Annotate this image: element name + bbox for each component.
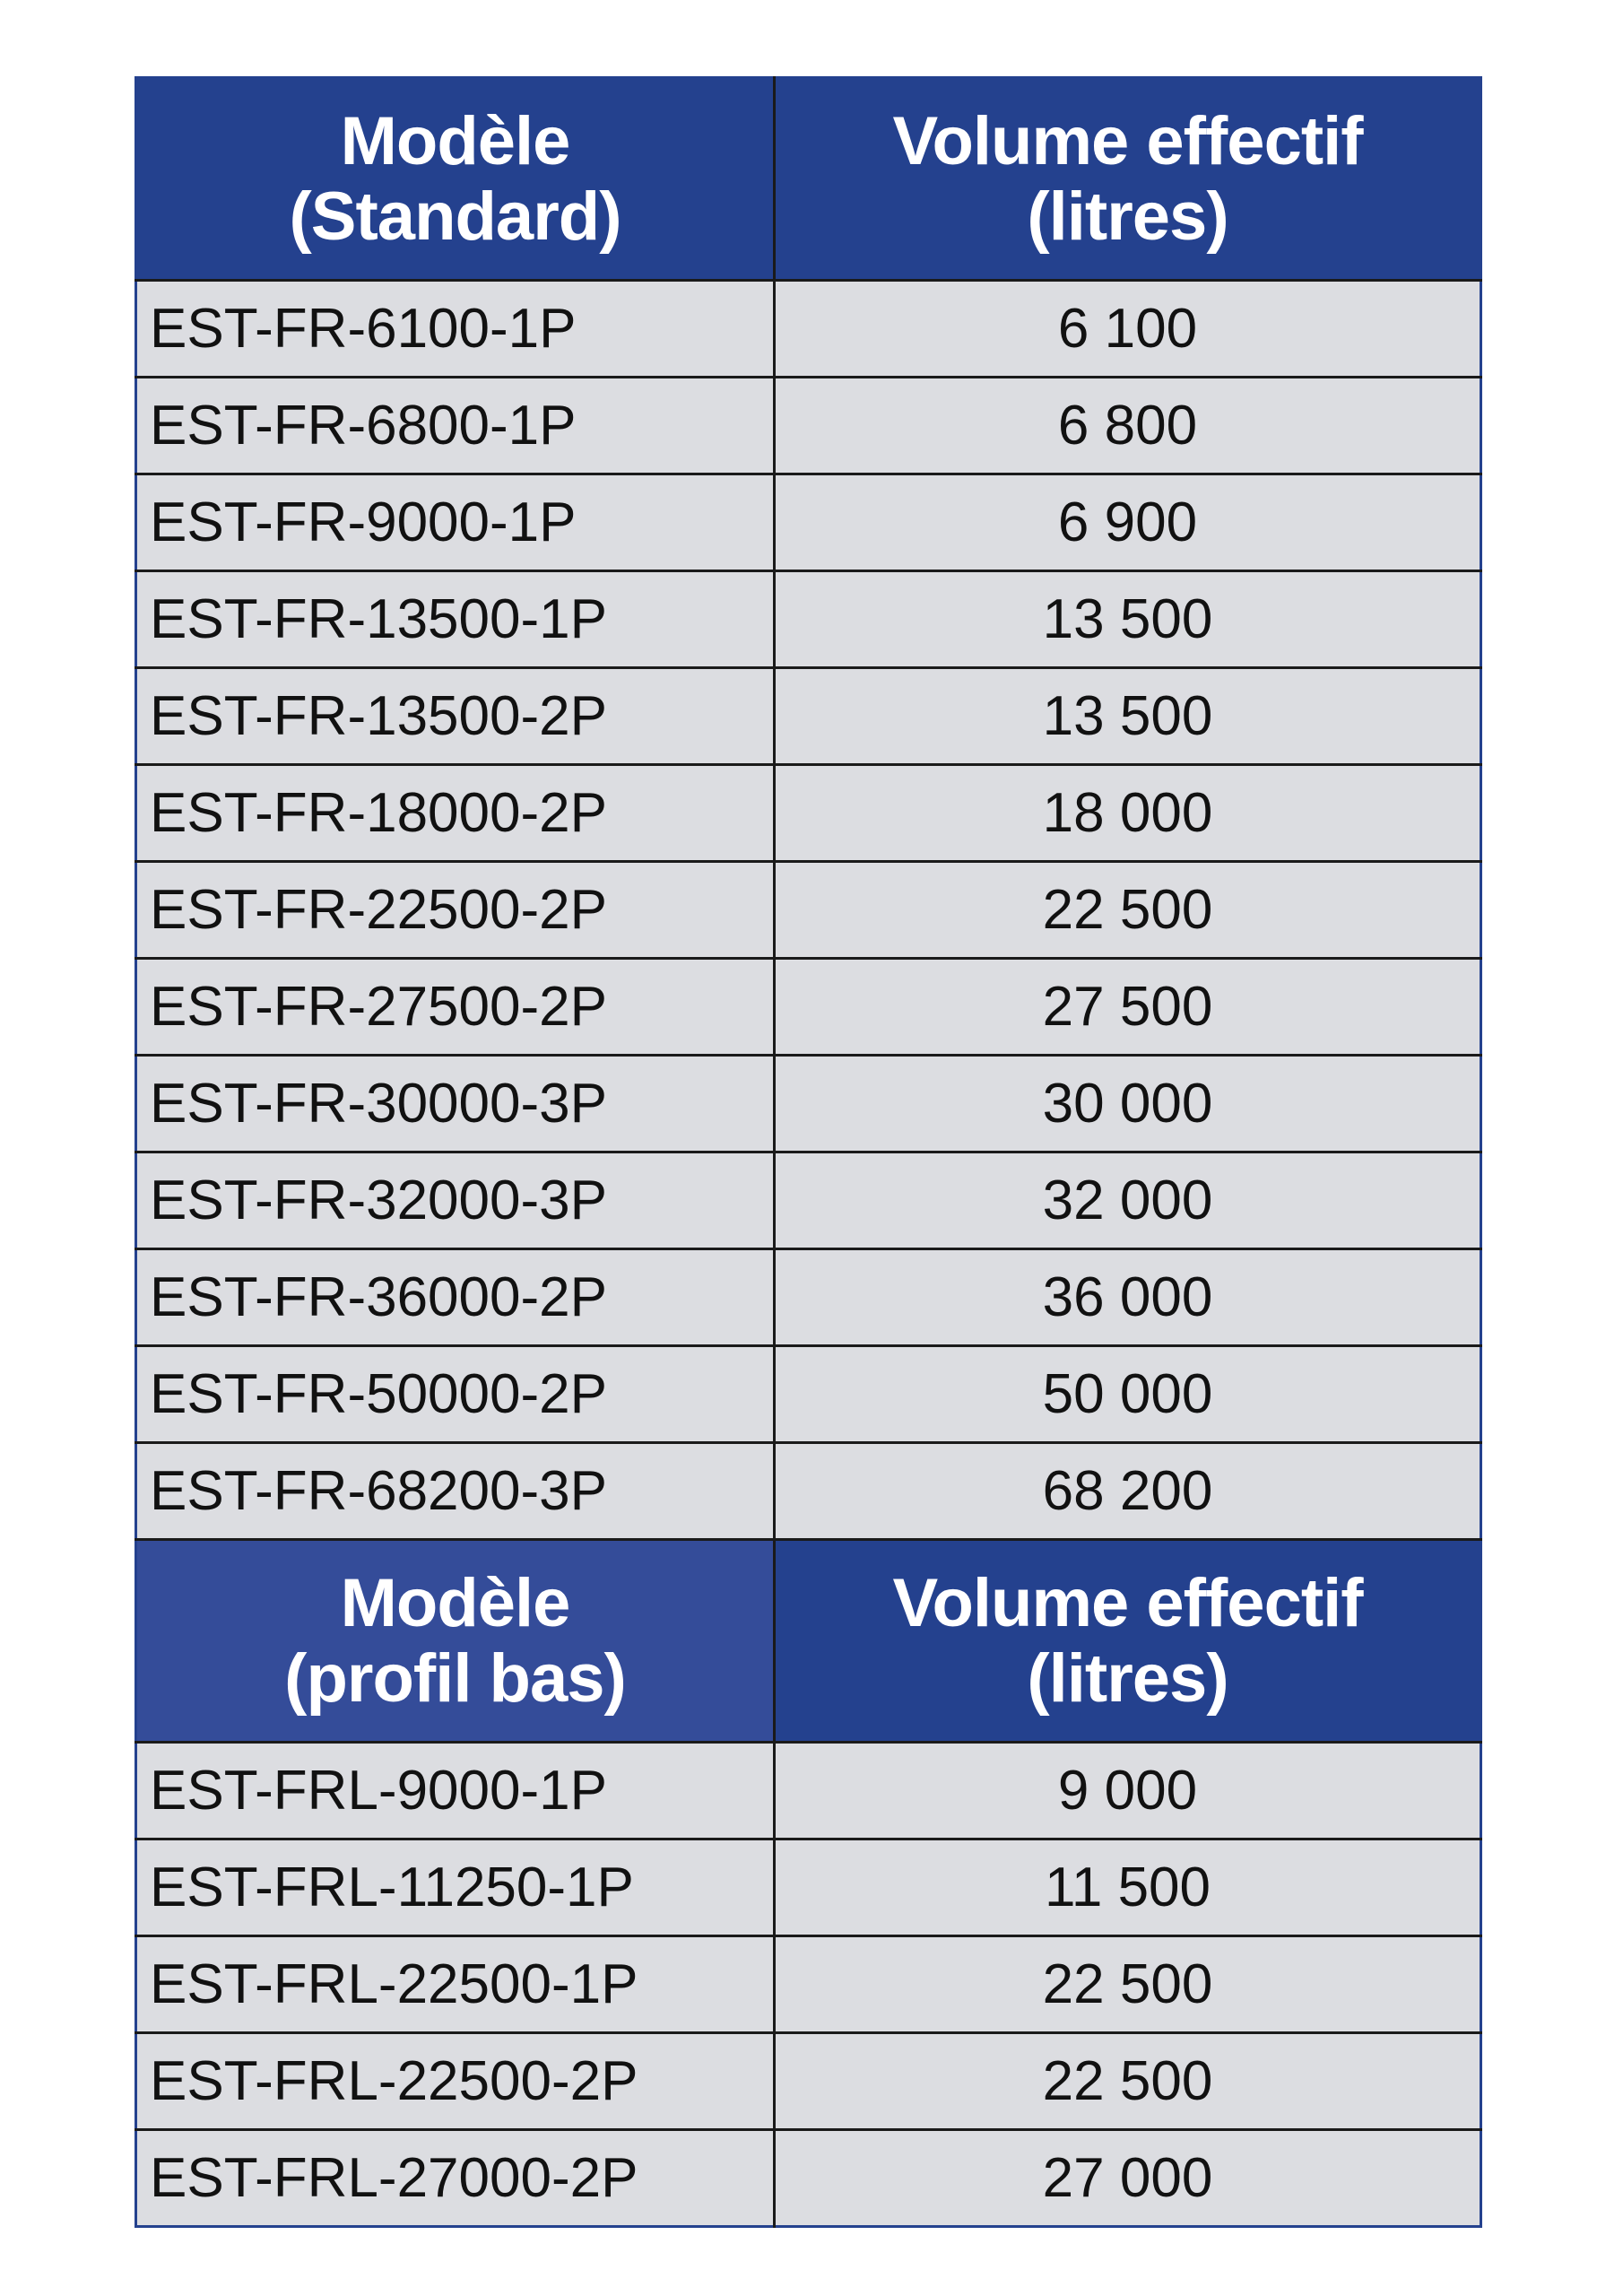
model-cell: EST-FRL-22500-2P — [136, 2033, 775, 2130]
table-row — [136, 2130, 1481, 2227]
header-row-low-profile — [136, 1540, 1481, 1743]
table-row — [136, 1152, 1481, 1249]
table-row — [136, 571, 1481, 668]
volume-cell: 30 000 — [775, 1056, 1481, 1152]
header-sublabel: (profil bas) — [284, 1639, 626, 1717]
model-cell: EST-FRL-11250-1P — [136, 1839, 775, 1936]
volume-cell: 32 000 — [775, 1152, 1481, 1249]
header-label: Modèle — [340, 102, 570, 179]
volume-cell: 50 000 — [775, 1346, 1481, 1443]
table-row — [136, 765, 1481, 862]
header-sublabel: (litres) — [1027, 1639, 1228, 1717]
table-row — [136, 1056, 1481, 1152]
volume-cell: 36 000 — [775, 1249, 1481, 1346]
model-cell: EST-FRL-27000-2P — [136, 2130, 775, 2227]
model-cell: EST-FR-22500-2P — [136, 862, 775, 959]
table-row — [136, 1839, 1481, 1936]
volume-cell: 11 500 — [775, 1839, 1481, 1936]
volume-cell: 68 200 — [775, 1443, 1481, 1540]
table-row — [136, 959, 1481, 1056]
volume-cell: 9 000 — [775, 1743, 1481, 1839]
header-row-standard — [136, 78, 1481, 281]
model-cell: EST-FR-50000-2P — [136, 1346, 775, 1443]
model-cell: EST-FR-6800-1P — [136, 378, 775, 474]
volume-cell: 22 500 — [775, 862, 1481, 959]
volume-cell: 6 800 — [775, 378, 1481, 474]
header-sublabel: (litres) — [1027, 178, 1228, 255]
table-row — [136, 1443, 1481, 1540]
table-row — [136, 378, 1481, 474]
table-row — [136, 862, 1481, 959]
table-row — [136, 1346, 1481, 1443]
model-cell: EST-FR-18000-2P — [136, 765, 775, 862]
volume-cell: 13 500 — [775, 668, 1481, 765]
volume-cell: 13 500 — [775, 571, 1481, 668]
volume-cell: 27 000 — [775, 2130, 1481, 2227]
header-label: Volume effectif — [892, 1564, 1363, 1641]
spec-table — [135, 76, 1482, 2228]
model-header-low-profile — [136, 1540, 775, 1743]
table-row — [136, 1743, 1481, 1839]
table-row — [136, 668, 1481, 765]
volume-header-standard — [775, 78, 1481, 281]
model-cell: EST-FR-68200-3P — [136, 1443, 775, 1540]
model-cell: EST-FR-27500-2P — [136, 959, 775, 1056]
header-sublabel: (Standard) — [289, 178, 621, 255]
volume-cell: 6 900 — [775, 474, 1481, 571]
volume-cell: 6 100 — [775, 281, 1481, 378]
model-cell: EST-FR-9000-1P — [136, 474, 775, 571]
model-cell: EST-FR-13500-2P — [136, 668, 775, 765]
model-header-standard — [136, 78, 775, 281]
model-cell: EST-FRL-9000-1P — [136, 1743, 775, 1839]
model-cell: EST-FR-6100-1P — [136, 281, 775, 378]
volume-cell: 27 500 — [775, 959, 1481, 1056]
volume-cell: 18 000 — [775, 765, 1481, 862]
header-label: Modèle — [340, 1564, 570, 1641]
model-cell: EST-FR-13500-1P — [136, 571, 775, 668]
table-row — [136, 2033, 1481, 2130]
spec-table-body — [136, 78, 1481, 2227]
model-cell: EST-FR-30000-3P — [136, 1056, 775, 1152]
volume-cell: 22 500 — [775, 1936, 1481, 2033]
model-cell: EST-FR-32000-3P — [136, 1152, 775, 1249]
header-label: Volume effectif — [892, 102, 1363, 179]
model-cell: EST-FRL-22500-1P — [136, 1936, 775, 2033]
table-row — [136, 1249, 1481, 1346]
model-cell: EST-FR-36000-2P — [136, 1249, 775, 1346]
table-row — [136, 1936, 1481, 2033]
volume-header-low-profile — [775, 1540, 1481, 1743]
volume-cell: 22 500 — [775, 2033, 1481, 2130]
table-row — [136, 474, 1481, 571]
table-row — [136, 281, 1481, 378]
